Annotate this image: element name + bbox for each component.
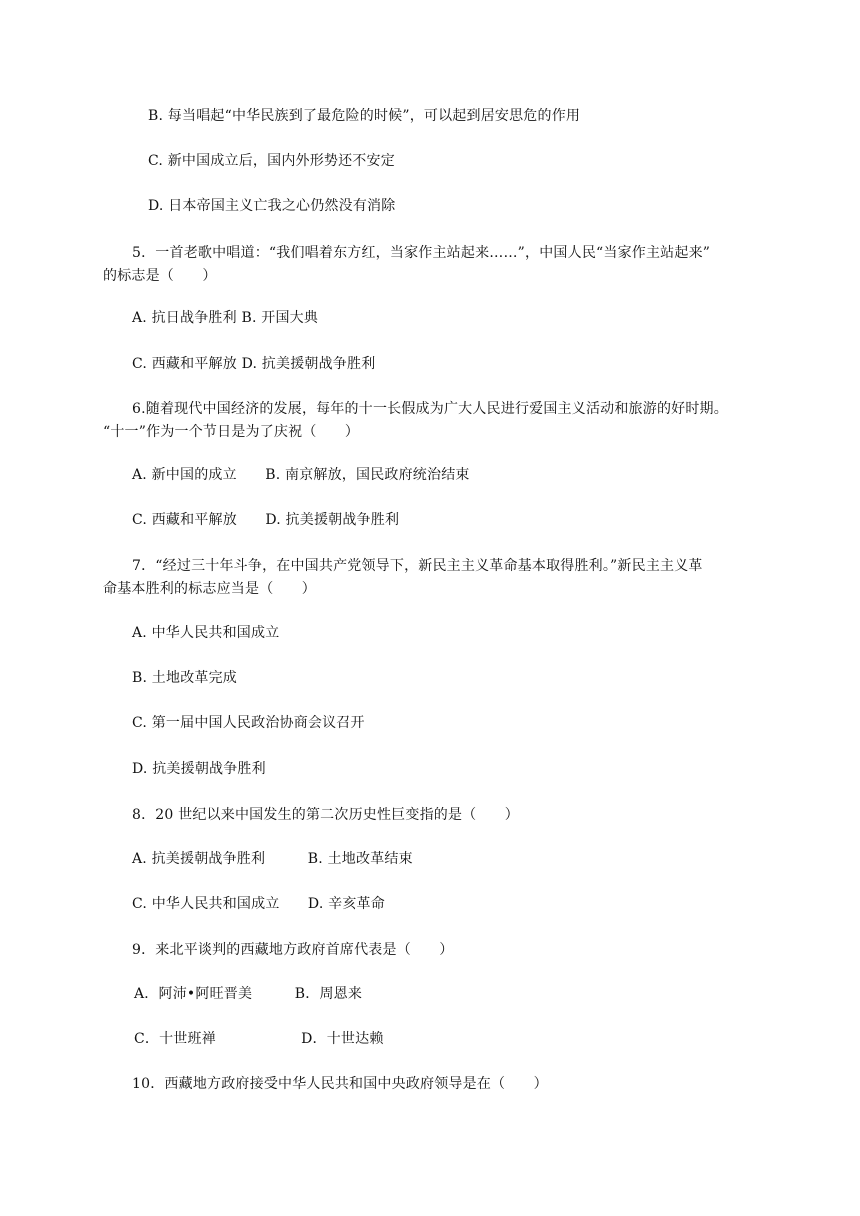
q9-options-ab: A．阿沛•阿旺晋美 B．周恩来 [134,986,363,1002]
q7-option-c: C. 第一届中国人民政治协商会议召开 [132,715,365,731]
q9-options-cd: C．十世班禅 D．十世达赖 [134,1031,384,1047]
q7-stem-continued: 命基本胜利的标志应当是（ ） [103,581,316,597]
q4-option-d: D. 日本帝国主义亡我之心仍然没有消除 [148,198,396,214]
q5-stem: 5．一首老歌中唱道：“我们唱着东方红，当家作主站起来……”，中国人民“当家作主站起来” [132,245,711,261]
q7-stem: 7．“经过三十年斗争，在中国共产党领导下，新民主主义革命基本取得胜利。”新民主主义革 [132,558,703,574]
q9-stem: 9．来北平谈判的西藏地方政府首席代表是（ ） [132,942,454,958]
q8-options-ab: A. 抗美援朝战争胜利 B. 土地改革结束 [132,851,413,867]
q8-options-cd: C. 中华人民共和国成立 D. 辛亥革命 [132,896,385,912]
q10-stem: 10．西藏地方政府接受中华人民共和国中央政府领导是在（ ） [132,1076,548,1092]
q5-stem-continued: 的标志是（ ） [103,268,217,284]
q6-options-ab: A. 新中国的成立 B. 南京解放，国民政府统治结束 [132,467,470,483]
q5-options-cd: C. 西藏和平解放 D. 抗美援朝战争胜利 [132,356,376,372]
q6-options-cd: C. 西藏和平解放 D. 抗美援朝战争胜利 [132,512,400,528]
q8-stem: 8．20 世纪以来中国发生的第二次历史性巨变指的是（ ） [132,807,519,823]
q5-options-ab: A. 抗日战争胜利 B. 开国大典 [132,310,319,326]
q7-option-d: D. 抗美援朝战争胜利 [132,761,266,777]
q4-option-b: B. 每当唱起“中华民族到了最危险的时候”，可以起到居安思危的作用 [148,108,581,124]
q6-stem-continued: “十一”作为一个节日是为了庆祝（ ） [103,424,360,440]
q4-option-c: C. 新中国成立后，国内外形势还不安定 [148,153,395,169]
q7-option-b: B. 土地改革完成 [132,670,237,686]
q6-stem: 6.随着现代中国经济的发展，每年的十一长假成为广大人民进行爱国主义活动和旅游的好时期。 [132,401,728,417]
q7-option-a: A. 中华人民共和国成立 [132,625,280,641]
